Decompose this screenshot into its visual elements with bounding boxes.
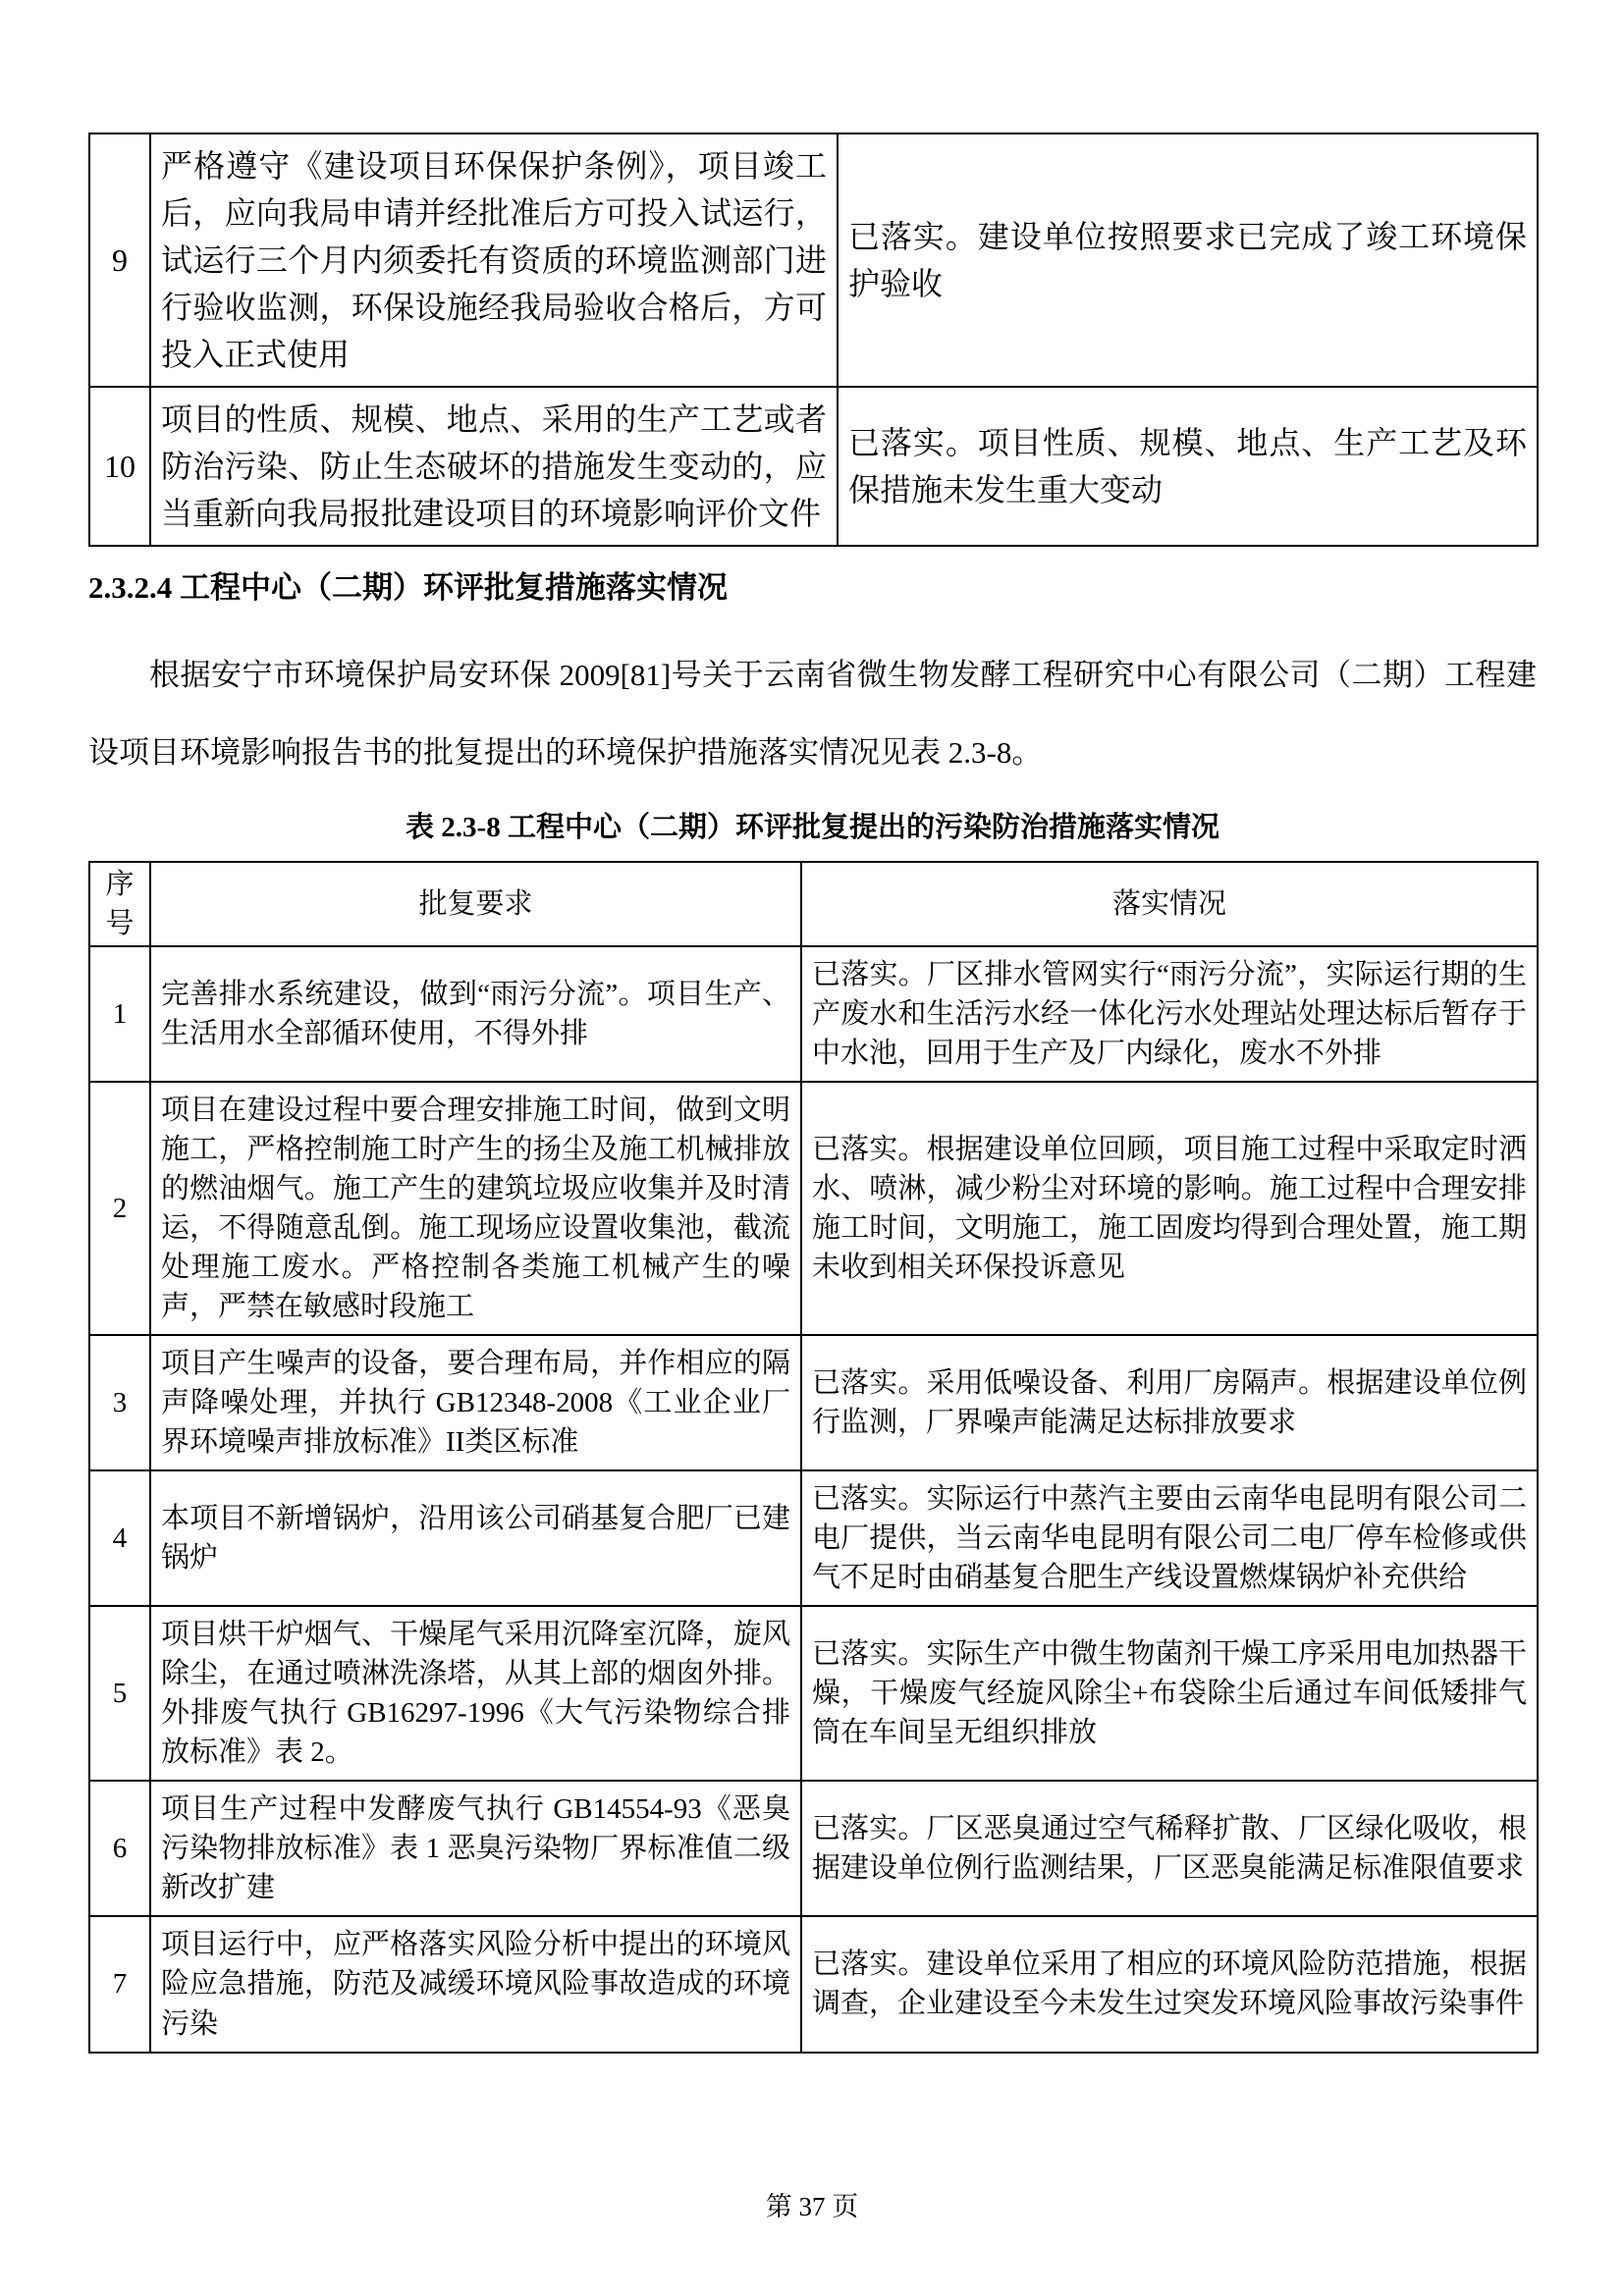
row-number-cell: 9	[89, 133, 150, 387]
intro-paragraph: 根据安宁市环境保护局安环保 2009[81]号关于云南省微生物发酵工程研究中心有限公司（二期）工程建设项目环境影响报告书的批复提出的环境保护措施落实情况见表 2.3-8。	[88, 658, 1537, 771]
implementation-cell: 已落实。实际运行中蒸汽主要由云南华电昆明有限公司二电厂提供，当云南华电昆明有限公司二电厂停车检修或供气不足时由硝基复合肥生产线设置燃煤锅炉补充供给	[801, 1470, 1538, 1606]
implementation-cell: 已落实。建设单位按照要求已完成了竣工环境保护验收	[838, 133, 1538, 387]
header-cell-impl: 落实情况	[801, 862, 1538, 946]
table-row	[89, 1916, 1538, 2052]
implementation-cell: 已落实。根据建设单位回顾，项目施工过程中采取定时洒水、喷淋，减少粉尘对环境的影响。施工过程中合理安排施工时间，文明施工，施工固废均得到合理处置，施工期未收到相关环保投诉意见	[801, 1082, 1538, 1335]
requirement-cell: 严格遵守《建设项目环保保护条例》，项目竣工后，应向我局申请并经批准后方可投入试运行，试运行三个月内须委托有资质的环境监测部门进行验收监测，环保设施经我局验收合格后，方可投入正式使用	[150, 133, 838, 387]
requirement-cell: 本项目不新增锅炉，沿用该公司硝基复合肥厂已建锅炉	[150, 1470, 801, 1606]
row-number-cell: 1	[89, 946, 150, 1082]
requirement-cell: 项目烘干炉烟气、干燥尾气采用沉降室沉降，旋风除尘，在通过喷淋洗涤塔，从其上部的烟囱外排。外排废气执行 GB16297-1996《大气污染物综合排放标准》表 2。	[150, 1606, 801, 1781]
row-number-cell: 2	[89, 1082, 150, 1335]
implementation-cell: 已落实。实际生产中微生物菌剂干燥工序采用电加热器干燥，干燥废气经旋风除尘+布袋除尘后通过车间低矮排气筒在车间呈无组织排放	[801, 1606, 1538, 1781]
implementation-cell: 已落实。采用低噪设备、利用厂房隔声。根据建设单位例行监测，厂界噪声能满足达标排放要求	[801, 1335, 1538, 1470]
requirement-cell: 完善排水系统建设，做到“雨污分流”。项目生产、生活用水全部循环使用，不得外排	[150, 946, 801, 1082]
row-number-cell: 10	[89, 387, 150, 546]
section-heading: 2.3.2.4 工程中心（二期）环评批复措施落实情况	[88, 570, 728, 605]
row-number-cell: 4	[89, 1470, 150, 1606]
table-header-row	[89, 862, 1538, 946]
implementation-cell: 已落实。建设单位采用了相应的环境风险防范措施，根据调查，企业建设至今未发生过突发环境风险事故污染事件	[801, 1916, 1538, 2052]
measures-table	[88, 861, 1539, 2053]
requirement-cell: 项目生产过程中发酵废气执行 GB14554-93《恶臭污染物排放标准》表 1 恶臭污染物厂界标准值二级新改扩建	[150, 1781, 801, 1916]
prev-table-continuation	[88, 133, 1539, 547]
implementation-cell: 已落实。项目性质、规模、地点、生产工艺及环保措施未发生重大变动	[838, 387, 1538, 546]
header-cell-no: 序号	[89, 862, 150, 946]
table-row	[89, 1335, 1538, 1470]
table-row	[89, 946, 1538, 1082]
row-number-cell: 7	[89, 1916, 150, 2052]
row-number-cell: 6	[89, 1781, 150, 1916]
row-number-cell: 3	[89, 1335, 150, 1470]
table-row	[89, 1606, 1538, 1781]
requirement-cell: 项目产生噪声的设备，要合理布局，并作相应的隔声降噪处理，并执行 GB12348-2008《工业企业厂界环境噪声排放标准》II类区标准	[150, 1335, 801, 1470]
table-row	[89, 1082, 1538, 1335]
implementation-cell: 已落实。厂区恶臭通过空气稀释扩散、厂区绿化吸收，根据建设单位例行监测结果，厂区恶臭能满足标准限值要求	[801, 1781, 1538, 1916]
table-row	[89, 1781, 1538, 1916]
page-number: 第 37 页	[765, 2192, 859, 2221]
table-row	[89, 133, 1538, 387]
requirement-cell: 项目的性质、规模、地点、采用的生产工艺或者防治污染、防止生态破坏的措施发生变动的，应当重新向我局报批建设项目的环境影响评价文件	[150, 387, 838, 546]
header-cell-req: 批复要求	[150, 862, 801, 946]
requirement-cell: 项目在建设过程中要合理安排施工时间，做到文明施工，严格控制施工时产生的扬尘及施工机械排放的燃油烟气。施工产生的建筑垃圾应收集并及时清运，不得随意乱倒。施工现场应设置收集池，截流处理施工废水。严格控制各类施工机械产生的噪声，严禁在敏感时段施工	[150, 1082, 801, 1335]
table-row	[89, 1470, 1538, 1606]
row-number-cell: 5	[89, 1606, 150, 1781]
requirement-cell: 项目运行中，应严格落实风险分析中提出的环境风险应急措施，防范及减缓环境风险事故造成的环境污染	[150, 1916, 801, 2052]
table-caption: 表 2.3-8 工程中心（二期）环评批复提出的污染防治措施落实情况	[406, 812, 1219, 844]
implementation-cell: 已落实。厂区排水管网实行“雨污分流”，实际运行期的生产废水和生活污水经一体化污水处理站处理达标后暂存于中水池，回用于生产及厂内绿化，废水不外排	[801, 946, 1538, 1082]
table-row	[89, 387, 1538, 546]
